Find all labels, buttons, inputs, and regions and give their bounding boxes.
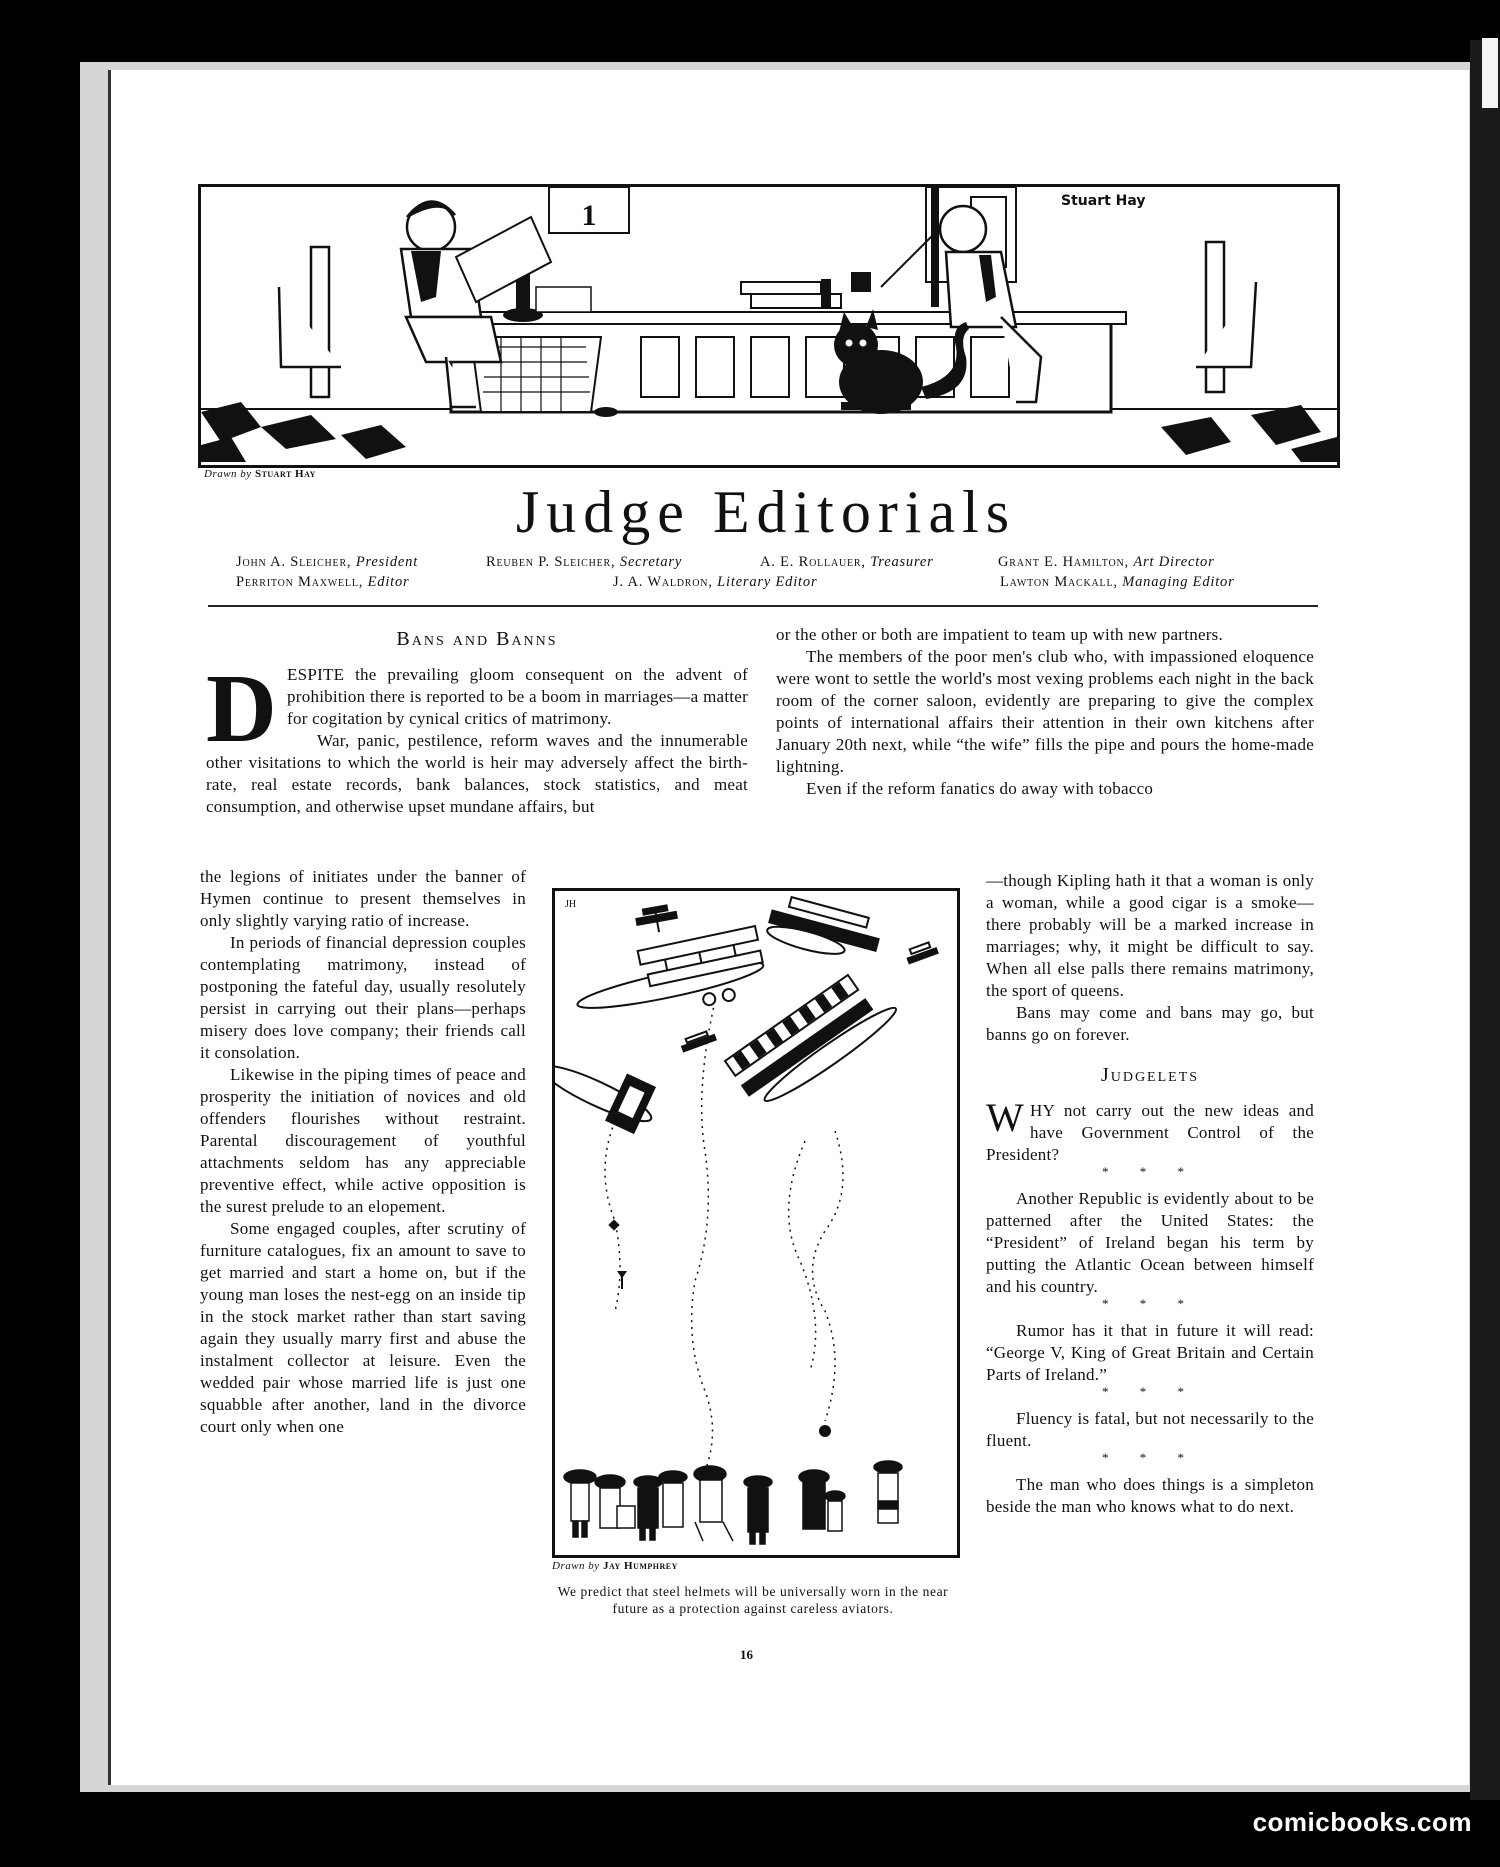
staff-role: Treasurer (870, 554, 934, 570)
bans-heading: Bans and Banns (396, 628, 558, 650)
bans-paragraph-7: or the other or both are impatient to team up with new partners. (776, 625, 1224, 644)
staff-name: J. A. Waldron, (613, 574, 713, 590)
bans-paragraph-9a: Even if the reform fanatics do away with tobacco (806, 779, 1154, 798)
artist-signature: Stuart Hay (1061, 193, 1146, 209)
bans-paragraph-5: Likewise in the piping times of peace and prosperity the initiation of novices and old offenders flourishes without restraint. Parental discouragement of youthful attachments seldom has any appreciable preventive effect, while active opposition is the surest prelude to an elopement. (200, 1065, 526, 1216)
staff-role: Secretary (619, 554, 683, 570)
bans-intro-column (206, 628, 748, 818)
biplanes-drawing (555, 891, 957, 1555)
staff-entry (760, 554, 934, 571)
masthead-title: Judge Editorials (515, 479, 1017, 545)
stars-divider: * * * (1102, 1296, 1198, 1311)
judgelet-4: Fluency is fatal, but not necessarily to the fluent. (986, 1409, 1314, 1450)
bans-paragraph-1-text: ESPITE the prevailing gloom consequent on the advent of prohibition there is reported to be a boom in marriages—a matter for cogitation by cynical critics of matrimony. (287, 665, 748, 728)
judgelet-1 (986, 1095, 1314, 1166)
aviators-illustration (552, 888, 960, 1558)
staff-role: President (355, 554, 419, 570)
bans-left-column (200, 866, 526, 1438)
staff-role: Literary Editor (717, 574, 818, 590)
staff-name: Lawton Mackall, (1000, 574, 1118, 590)
stars-divider: * * * (1102, 1384, 1198, 1399)
stars-divider: * * * (1102, 1450, 1198, 1465)
judgelet-2: Another Republic is evidently about to be patterned after the United States: the “President” of Ireland began his term by putting the Atlantic Ocean between himself and his country. (986, 1189, 1314, 1296)
watermark-logo: comicbooks.com (1252, 1807, 1472, 1837)
bans-paragraph-9b: —though Kipling hath it that a woman is only a woman, while a good cigar is a smoke—there probably will be a marked increase in marriages; why, it might be difficult to say. When all else palls there remains matrimony, the sport of queens. (986, 871, 1314, 1000)
bans-paragraph-2: War, panic, pestilence, reform waves and the innumerable other visitations to which the world is heir may adversely affect the birth-rate, real estate records, bank balances, stock statistics, and meat consumption, and otherwise upset mundane affairs, but (206, 731, 748, 816)
judgelet-3: Rumor has it that in future it will read: “George V, King of Great Britain and Certain Parts of Ireland.” (986, 1321, 1314, 1384)
staff-name: A. E. Rollauer, (760, 554, 866, 570)
bans-paragraph-8: The members of the poor men's club who, with impassioned eloquence were wont to settle the world's most vexing problems each night in the back room of the corner saloon, evidently are preparing to give the complex points of international affairs their attention in their own kitchens after January 20th next, while “the wife” fills the pipe and pours the home-made lightning. (776, 647, 1314, 776)
staff-entry (236, 554, 418, 571)
drop-cap-d: D (206, 655, 278, 763)
staff-name: Perriton Maxwell, (236, 574, 364, 590)
staff-entry (486, 554, 682, 571)
staff-role: Managing Editor (1122, 574, 1235, 590)
credit-prefix: Drawn by (204, 468, 252, 480)
mid-art-credit (552, 1560, 678, 1572)
staff-name: Reuben P. Sleicher, (486, 554, 616, 570)
bans-paragraph-3: the legions of initiates under the banner of Hymen continue to present themselves in only slightly varying ratio of increase. (200, 867, 526, 930)
staff-name: Grant E. Hamilton, (998, 554, 1129, 570)
staff-entry (613, 574, 817, 591)
editors-office-drawing (201, 187, 1337, 465)
illustration-caption: We predict that steel helmets will be universally worn in the near future as a protection against careless aviators. (557, 1584, 949, 1616)
header-illustration (198, 184, 1340, 468)
stars-divider: * * * (1102, 1164, 1198, 1179)
staff-entry (1000, 574, 1235, 591)
bans-right-narrow-column (986, 870, 1314, 1518)
bans-paragraph-1 (206, 655, 748, 763)
judgelets-heading: Judgelets (1100, 1064, 1200, 1086)
credit-artist: Stuart Hay (254, 468, 316, 480)
staff-role: Art Director (1133, 554, 1215, 570)
staff-entry (236, 574, 409, 591)
credit-prefix: Drawn by (552, 1560, 600, 1572)
calendar-date: 1 (581, 199, 597, 232)
staff-role: Editor (367, 574, 410, 590)
artist-initials: JH (565, 899, 577, 910)
bans-paragraph-10: Bans may come and bans may go, but banns go on forever. (986, 1003, 1314, 1044)
page-number: 16 (740, 1647, 753, 1662)
judgelet-1-text: HY not carry out the new ideas and have Government Control of the President? (986, 1101, 1314, 1164)
credit-artist: Jay Humphrey (602, 1560, 678, 1572)
judgelet-5: The man who does things is a simpleton beside the man who knows what to do next. (986, 1475, 1314, 1516)
bans-paragraph-4: In periods of financial depression couples contemplating matrimony, instead of postponing the fateful day, usually resolutely persist in carrying out their plans—perhaps misery does love company; their friends call it consolation. (200, 933, 526, 1062)
header-rule (208, 605, 1318, 607)
bans-right-column (776, 624, 1314, 800)
staff-name: John A. Sleicher, (236, 554, 352, 570)
book-binding (1470, 40, 1500, 1800)
drop-cap-w: W (986, 1095, 1025, 1140)
bans-paragraph-6: Some engaged couples, after scrutiny of furniture catalogues, fix an amount to save to get married and start a home on, but if the young man loses the nest-egg on an inside tip in the stock market rather than start saving again they usually marry first and abuse the instalment collector at leisure. Even the wedded pair whose married life is just one squabble after another, land in the divorce court only when one (200, 1219, 526, 1436)
staff-entry (998, 554, 1215, 571)
binding-tab (1482, 38, 1498, 108)
